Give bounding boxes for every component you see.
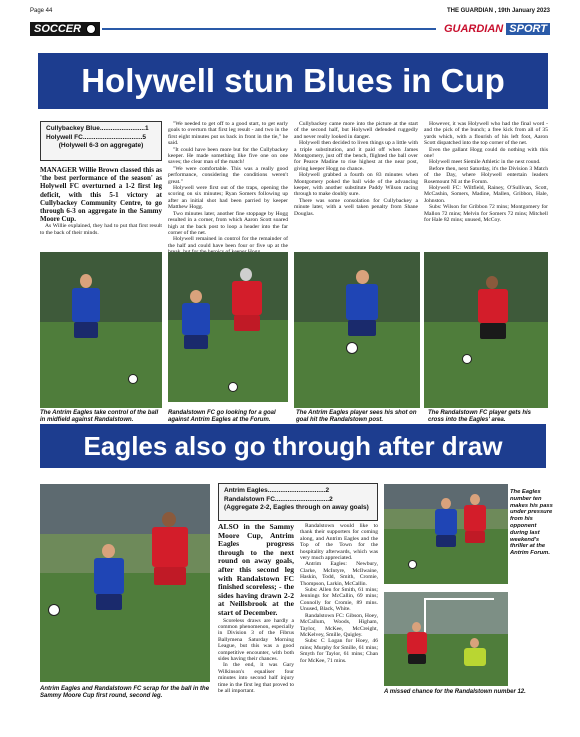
article-column-6 bbox=[300, 523, 378, 713]
score-box-1 bbox=[40, 121, 162, 161]
article-paragraph: Scoreless draws are hardly a common phenomenon, especially in Division 3 of the Fibrus Ballymena Saturday Morning League, but this was a good competitive encounter, with both sides having their chances. bbox=[218, 617, 294, 662]
article-paragraph: Randalstown FC: Gibson, Hoey, McCallum, Woods, Higham, Taylor, McKee, McCreight, McKelvey, Smille, Quigley. bbox=[300, 612, 378, 638]
article-paragraph: Subs: Wilson for Gribbon 72 mins; Montgomery for Mallon 72 mins; Melvin for Somers 72 mins; Mitchell for Hale 82 mins; unused, McCoy. bbox=[424, 204, 548, 224]
brand-logo bbox=[438, 22, 550, 36]
headline-1: Holywell stun Blues in Cup bbox=[38, 53, 548, 109]
article-paragraph: However, it was Holywell who had the final word - and the pick of the bunch; a free kick from all of 35 yards which, with a flourish of his left foot, Aaron Scott dispatched into the top corner of the net. bbox=[424, 121, 548, 147]
football-icon bbox=[86, 24, 96, 34]
article-column-1 bbox=[40, 166, 162, 246]
article-column-4 bbox=[424, 121, 548, 246]
score-line: Antrim Eagles................................2 bbox=[224, 487, 330, 494]
brand-sport: SPORT bbox=[506, 23, 550, 35]
article-lead: ALSO in the Sammy Moore Cup, Antrim Eagles progress through to the next round on away goals, after this second leg with Randalstown FC finished scoreless; - the sides having drawn 2-2 at Neillsbrook at the start of December. bbox=[218, 522, 294, 617]
match-photo-3 bbox=[294, 252, 420, 408]
article-paragraph: "We needed to get off to a good start, to get early goals to overturn that first leg result - and two in the first eight minutes put us back in front in the tie," he said. bbox=[168, 121, 288, 147]
page-header-line bbox=[30, 8, 550, 18]
photo-caption: The Antrim Eagles player sees his shot on goal hit the Randalstown post. bbox=[296, 410, 417, 423]
photo-caption: The Antrim Eagles take control of the ball in midfield against Randalstown. bbox=[40, 410, 159, 423]
article-paragraph: Holywell then decided to liven things up a little with a triple substitution, and it paid off when James Montgomery, just off the bench, flighted the ball over for Pearce Madine to rise highest at the near post, giving keeper Hogg no chance. bbox=[294, 140, 418, 172]
score-line: Holywell FC.................................5 bbox=[46, 133, 147, 141]
photo-caption: The Eagles number ten makes his pass under pressure from his opponent during last weekend's thriller at the Antrim Forum. bbox=[510, 489, 553, 557]
publication-date: THE GUARDIAN , 19th January 2023 bbox=[446, 8, 550, 14]
article-column-5 bbox=[218, 523, 294, 713]
aggregate-note: (Holywell 6-3 on aggregate) bbox=[58, 142, 144, 149]
aggregate-note: (Aggregate 2-2, Eagles through on away goals) bbox=[224, 504, 369, 511]
article-column-3 bbox=[294, 121, 418, 246]
article-paragraph: "We were comfortable. This was a really good performance, considering the conditions weren't great." bbox=[168, 165, 288, 185]
match-photo-6 bbox=[384, 484, 508, 584]
article-paragraph: Subs: C Logan for Hoey, 46 mins; Murphy for Smille, 61 mins; Smyth for Taylor, 61 mins; Chan for McKee, 71 mins. bbox=[300, 638, 379, 664]
match-photo-7 bbox=[384, 592, 508, 686]
page-number: Page 44 bbox=[30, 8, 53, 14]
article-lead: MANAGER Willie Brown classed this as 'the best performance of the season' as Holywell FC overturned a 1-2 first leg deficit, with this 5-1 victory at Cullybackey Community Centre, to go through 6-3 on aggregate in the Sammy Moore Cup. bbox=[40, 166, 162, 224]
article-paragraph: Holywell grabbed a fourth on 83 minutes when Montgomery poked the ball wide of the advancing keeper, with another substitute Paddy Wilson racing through to make doubly sure. bbox=[294, 172, 418, 198]
photo-caption: Randalstown FC go looking for a goal against Antrim Eagles at the Forum. bbox=[168, 410, 276, 423]
score-line: Randalstown FC..............................2 bbox=[224, 495, 333, 503]
match-photo-1 bbox=[40, 252, 162, 408]
article-paragraph: Holywell meet Siemile Athletic in the next round. bbox=[429, 159, 541, 166]
score-line: Cullybackey Blue.........................1 bbox=[46, 125, 149, 132]
article-paragraph: Antrim Eagles: Newbury, Clarke, McIntyre, McIlwaine, Haskin, Todd, Smith, Cromie, Thompson, Larkin, McCallin. bbox=[300, 561, 378, 587]
article-paragraph: There was some consolation for Cullybackey a minute later, with a well taken penalty from Shane Douglas. bbox=[294, 197, 418, 217]
article-paragraph: Holywell were first out of the traps, opening the scoring on six minutes; Ryan Somers following up after an initial shot had been parried by keeper Matthew Hogg. bbox=[168, 185, 288, 211]
article-paragraph: Randalstown would like to thank their supporters for coming along, and Antrim Eagles and the Top of the Town for the hospitality afterwards, which was very much appreciated. bbox=[300, 523, 378, 562]
section-title: SOCCER bbox=[34, 23, 82, 35]
article-paragraph: Before then, next Saturday, it's the Division 3 Match of the Day, where Holywell entertain leaders Rosemount NI at the Forum. bbox=[424, 165, 548, 185]
article-paragraph: Even the gallant Hogg could do nothing with this one! bbox=[424, 146, 548, 160]
article-column-2 bbox=[168, 121, 288, 249]
match-photo-2 bbox=[168, 252, 288, 402]
photo-caption: The Randalstown FC player gets his cross into the Eagles' area. bbox=[428, 410, 532, 423]
photo-caption: Antrim Eagles and Randalstown FC scrap for the ball in the Sammy Moore Cup first round, second leg. bbox=[40, 686, 210, 699]
header-rule bbox=[102, 28, 436, 30]
headline-2: Eagles also go through after draw bbox=[40, 424, 546, 468]
article-paragraph: Holywell FC: Wiltfield, Rainey, O'Sullivan, Scott, McCashin, Somers, Madine, Mallen, Gribbon, Hale, Johnston. bbox=[424, 185, 548, 204]
article-paragraph: As Willie explained, they had to put that first result to the back of their minds. bbox=[40, 223, 162, 236]
brand-main: GUARDIAN bbox=[443, 23, 504, 35]
match-photo-5 bbox=[40, 484, 210, 682]
match-photo-4 bbox=[424, 252, 548, 408]
article-paragraph: Holywell remained in control for the remainder of the half and could have been four or five up at the bbox=[168, 236, 288, 249]
article-paragraph: Two minutes later, another fine stoppage by Hogg resulted in a corner, from which Aaron Scott soared high at the back post to loop a header into the far corner of the net. bbox=[168, 210, 288, 236]
photo-caption: A missed chance for the Randalstown number 12. bbox=[384, 689, 526, 695]
article-paragraph: In the end, it was Gary Wilkinson's equaliser four minutes into second half injury time in the first leg that proved to be all important. bbox=[218, 662, 294, 694]
article-paragraph: Cullybackey came more into the picture at the start of the second half, but Holywell defended ruggedly and never really looked in danger. bbox=[294, 121, 418, 140]
score-box-2 bbox=[218, 483, 378, 521]
article-paragraph: "It could have been more but for the Cullybackey keeper. He made something like five one on one saves; the clear man of the match! bbox=[168, 146, 288, 166]
article-paragraph: Subs: Allen for Smith, 61 mins; Jennings for McCallin, 69 mins; Connolly for Cromie, 89 mins. Unused, Black, White. bbox=[300, 587, 378, 613]
section-label bbox=[30, 22, 100, 36]
